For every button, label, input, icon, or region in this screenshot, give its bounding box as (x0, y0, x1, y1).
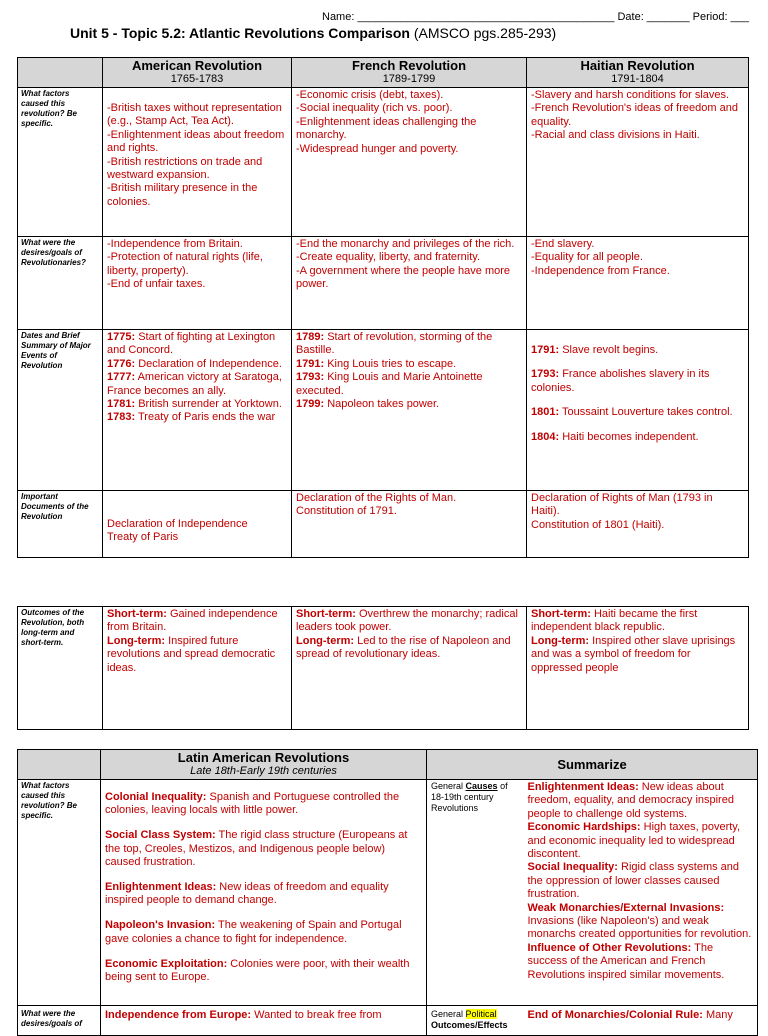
cell-french-documents[interactable]: Declaration of the Rights of Man. Constitution of 1791. (292, 491, 527, 558)
cell-french-goals[interactable]: -End the monarchy and privileges of the rich. -Create equality, liberty, and fraternity. -A government where the people have more power. (292, 237, 527, 330)
cell-french-events[interactable]: 1789: Start of revolution, storming of the Bastille. 1791: King Louis tries to escape. 1793: King Louis and Marie Antoinette executed. 1799: Napoleon takes power. (292, 330, 527, 491)
worksheet-title (70, 25, 556, 41)
title-reference: (AMSCO pgs.285-293) (413, 25, 557, 41)
column-header-summarize: Summarize (427, 750, 758, 780)
cell-american-events[interactable]: 1775: Start of fighting at Lexington and Concord. 1776: Declaration of Independence. 1777: American victory at Saratoga, France becomes an ally. 1781: British surrender at Yorktown. 1783: Treaty of Paris ends the war (103, 330, 292, 491)
row-question-latin-goals: What were the desires/goals of (18, 1006, 101, 1036)
row-question-events: Dates and Brief Summary of Major Events of Revolution (18, 330, 103, 491)
column-header-haitian: Haitian Revolution 1791-1804 (527, 58, 749, 88)
row-question-outcomes: Outcomes of the Revolution, both long-term and short-term. (18, 607, 103, 730)
cell-haitian-causes[interactable]: -Slavery and harsh conditions for slaves. -French Revolution's ideas of freedom and equality. -Racial and class divisions in Haiti. (527, 88, 749, 237)
cell-latin-causes[interactable]: Colonial Inequality: Spanish and Portuguese controlled the colonies, leaving locals with little power. Social Class System: The rigid class structure (Europeans at the top, Creoles, Mestizos, and Indigenous people below) caused frustration. Enlightenment Ideas: New ideas of freedom and equality inspired people to demand change. Napoleon's Invasion: The weakening of Spain and Portugal gave colonies a chance to fight for independence. Economic Exploitation: Colonies were poor, with their wealth being sent to Europe. (101, 780, 427, 1006)
name-date-period-line[interactable]: Name: __________________________________________ Date: _______ Period: ___ (322, 11, 749, 23)
cell-summary-political[interactable]: End of Monarchies/Colonial Rule: Many (526, 1006, 758, 1036)
cell-american-goals[interactable]: -Independence from Britain. -Protection of natural rights (life, liberty, property). -End of unfair taxes. (103, 237, 292, 330)
cell-french-outcomes[interactable]: Short-term: Overthrew the monarchy; radical leaders took power. Long-term: Led to the rise of Napoleon and spread of revolutionary ideas. (292, 607, 527, 730)
cell-haitian-goals[interactable]: -End slavery. -Equality for all people. -Independence from France. (527, 237, 749, 330)
column-header-american: American Revolution 1765-1783 (103, 58, 292, 88)
latin-summarize-table (17, 749, 758, 1036)
cell-haitian-outcomes[interactable]: Short-term: Haiti became the first independent black republic. Long-term: Inspired other slave uprisings and was a symbol of freedom for oppressed people (527, 607, 749, 730)
cell-american-causes[interactable]: -British taxes without representation (e.g., Stamp Act, Tea Act). -Enlightenment ideas about freedom and rights. -British restrictions on trade and westward expansion. -British military presence in the colonies. (103, 88, 292, 237)
cell-haitian-documents[interactable]: Declaration of Rights of Man (1793 in Haiti). Constitution of 1801 (Haiti). (527, 491, 749, 558)
row-question-documents: Important Documents of the Revolution (18, 491, 103, 558)
cell-american-documents[interactable]: Declaration of Independence Treaty of Paris (103, 491, 292, 558)
cell-american-outcomes[interactable]: Short-term: Gained independence from Britain. Long-term: Inspired future revolutions and spread democratic ideas. (103, 607, 292, 730)
title-text: Unit 5 - Topic 5.2: Atlantic Revolutions Comparison (70, 25, 410, 41)
comparison-table-main (17, 57, 749, 558)
corner-cell (18, 58, 103, 88)
row-question-causes: What factors caused this revolution? Be specific. (18, 88, 103, 237)
row-question-goals: What were the desires/goals of Revolutionaries? (18, 237, 103, 330)
row-question-latin-causes: What factors caused this revolution? Be specific. (18, 780, 101, 1006)
label-general-political: General Political Outcomes/Effects (427, 1006, 526, 1036)
cell-summary-causes[interactable]: Enlightenment Ideas: New ideas about freedom, equality, and democracy inspired people to challenge old systems. Economic Hardships: High taxes, poverty, and economic inequality led to widespread discontent. Social Inequality: Rigid class systems and the oppression of lower classes caused frustration. Weak Monarchies/External Invasions: Invasions (like Napoleon's) and weak monarchs created opportunities for revolution. Influence of Other Revolutions: The success of the American and French Revolutions inspired similar movements. (526, 780, 758, 1006)
cell-french-causes[interactable]: -Economic crisis (debt, taxes). -Social inequality (rich vs. poor). -Enlightenment ideas challenging the monarchy. -Widespread hunger and poverty. (292, 88, 527, 237)
corner-cell-latin (18, 750, 101, 780)
column-header-latin: Latin American Revolutions Late 18th-Early 19th centuries (101, 750, 427, 780)
label-general-causes: General Causes of 18-19th century Revolutions (427, 780, 526, 1006)
column-header-french: French Revolution 1789-1799 (292, 58, 527, 88)
cell-haitian-events[interactable]: 1791: Slave revolt begins. 1793: France abolishes slavery in its colonies. 1801: Toussaint Louverture takes control. 1804: Haiti becomes independent. (527, 330, 749, 491)
cell-latin-goals[interactable]: Independence from Europe: Wanted to break free from (101, 1006, 427, 1036)
outcomes-table (17, 606, 749, 730)
